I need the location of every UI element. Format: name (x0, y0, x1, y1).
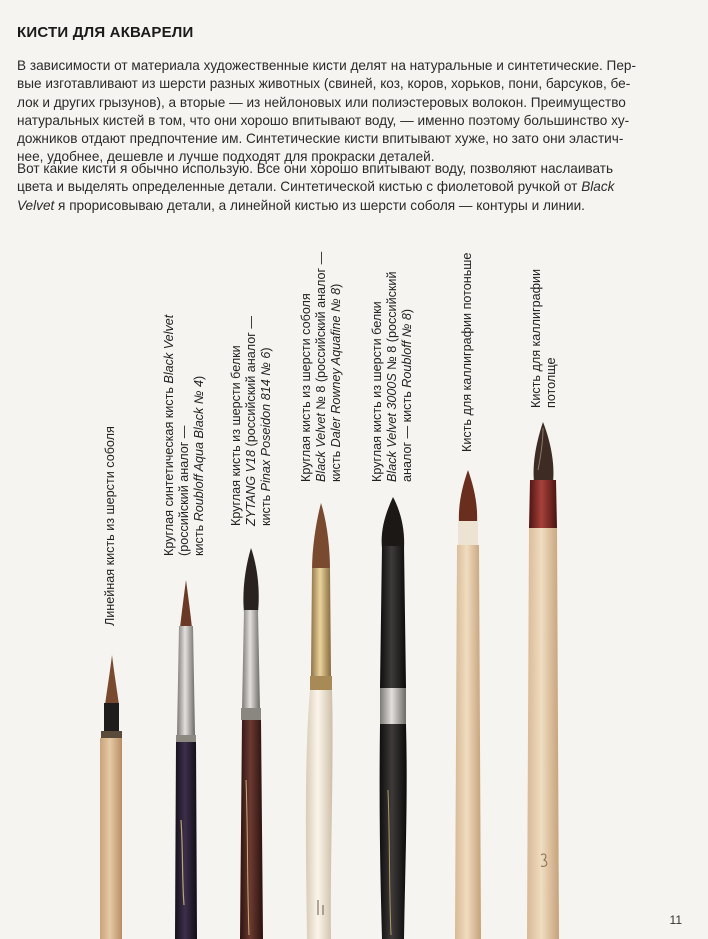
caption-text: ) (400, 308, 414, 314)
caption-line (162, 315, 177, 556)
section-heading: КИСТИ ДЛЯ АКВАРЕЛИ (17, 24, 194, 41)
brush-synthetic-purple (175, 580, 197, 939)
caption-line: Кисть для каллиграфии (529, 268, 543, 408)
brand-name: Black Velvet 3000S (385, 373, 399, 482)
paragraph-text: цвета и выделять определенные детали. Синтетической кистью с фиолетовой ручкой от (17, 179, 578, 195)
paragraph-line: В зависимости от материала художественные кисти делят на натуральные и синтетические. Пер- (17, 58, 636, 73)
page-number: 11 (669, 913, 682, 927)
caption-line: потолще (544, 357, 558, 408)
caption-line: Линейная кисть из шерсти соболя (103, 426, 117, 626)
caption-line (192, 315, 207, 556)
caption-calligraphy-thick (529, 269, 559, 408)
caption-text: кисть (259, 491, 273, 526)
caption-text: № 8 (российский (385, 271, 399, 374)
caption-sable-cream (299, 252, 344, 482)
caption-squirrel-black (370, 271, 415, 482)
brand-name: Roubloff № 8 (400, 313, 414, 388)
brush-calligraphy-thick (527, 422, 559, 939)
brand-name: Black Velvet (314, 413, 328, 482)
caption-text: кисть (329, 447, 343, 482)
paragraph-line: Вот какие кисти я обычно использую. Все они хорошо впитывают воду, позволяют наслаивать (17, 161, 614, 176)
caption-synthetic-purple (162, 315, 207, 556)
caption-text: ) (329, 283, 343, 288)
caption-line: Круглая кисть из шерсти белки (229, 345, 243, 526)
caption-text: Круглая синтетическая кисть (162, 383, 176, 556)
brand-name: Daler Rowney Aquafine № 8 (329, 287, 343, 448)
paragraph-line: вые изготавливают из шерсти разных животных (свиней, коз, коров, хорьков, пони, барсуков, бе- (17, 76, 631, 92)
paragraph-text: я прорисовываю детали, а линейной кистью из шерсти соболя — контуры и линии. (54, 197, 585, 213)
brand-name: Pinax Poseidon 814 № 6 (259, 351, 273, 492)
caption-text: № 8 (российский аналог — (314, 251, 328, 414)
caption-line (400, 271, 415, 482)
caption-line: (российский аналог — (177, 425, 191, 556)
caption-text: кисть (192, 521, 206, 556)
paragraph-line: лок и других грызунов), а вторые — из нейлоновых или полиэстеровых волокон. Преимущество (17, 94, 626, 110)
caption-line (314, 252, 329, 482)
caption-line (259, 316, 274, 526)
caption-squirrel-maroon (229, 316, 274, 526)
brush-calligraphy-thin (455, 470, 481, 939)
paragraph-line: нее, удобнее, дешевле и лучше подходят для прокраски деталей. (17, 149, 435, 165)
caption-line: Круглая кисть из шерсти соболя (299, 293, 313, 482)
paragraph-line: натуральных кистей в том, что они хорошо впитывают воду, — именно поэтому большинство ху- (17, 112, 630, 128)
brush-liner-sable (100, 655, 122, 939)
brand-name: Black Velvet (162, 314, 176, 384)
caption-text: (российский аналог — (244, 316, 258, 450)
caption-line: Круглая кисть из шерсти белки (370, 301, 384, 482)
brand-name: Black (581, 179, 615, 195)
brand-name: Roubloff Aqua Black № 4 (192, 380, 206, 522)
brand-name: Velvet (17, 197, 55, 213)
caption-liner-sable (103, 426, 118, 626)
brush-sable-cream (306, 503, 333, 939)
paragraph-line: дожников отдают предпочтение им. Синтетические кисти впитывают хуже, но зато они эластич- (17, 131, 624, 147)
brush-squirrel-black (380, 497, 407, 939)
caption-line (385, 271, 400, 482)
caption-line (244, 316, 259, 526)
caption-text: аналог — кисть (400, 387, 414, 482)
brand-name: ZYTANG V18 (244, 449, 258, 526)
caption-line: Кисть для каллиграфии потоньше (460, 252, 474, 452)
caption-calligraphy-thin (460, 253, 475, 452)
caption-text: ) (192, 375, 206, 381)
brush-squirrel-maroon (240, 548, 263, 939)
caption-line (329, 252, 344, 482)
caption-text: ) (259, 347, 273, 352)
